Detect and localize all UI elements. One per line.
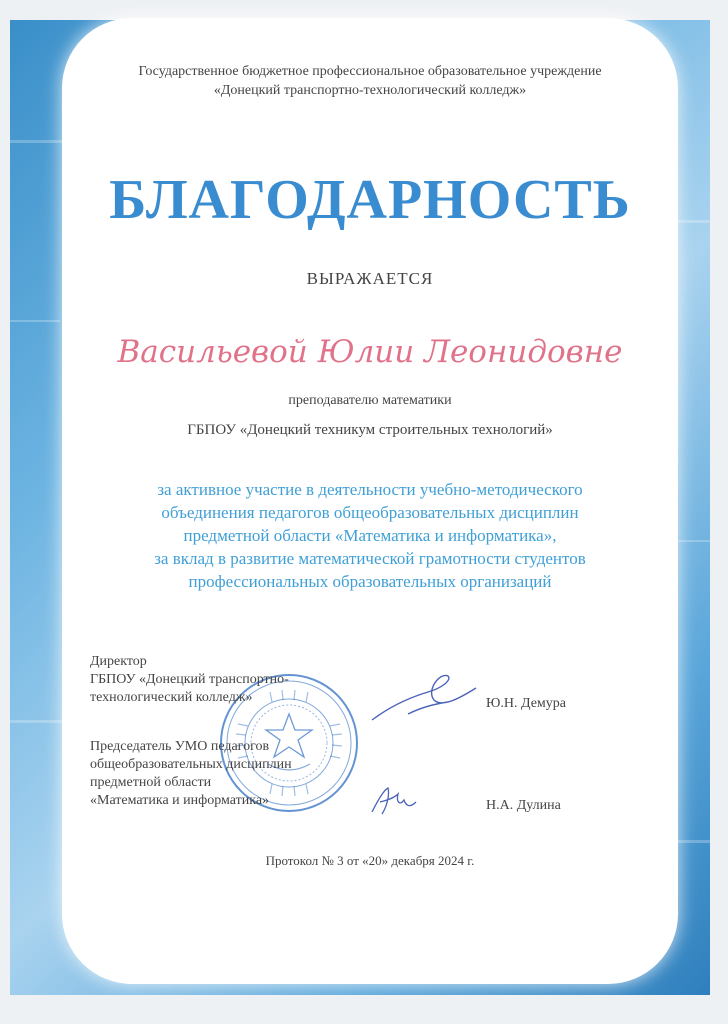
institution-line-1: Государственное бюджетное профессиональное образовательное учреждение [138,64,602,79]
recipient-position: преподавателю математики [288,393,452,408]
expresses-label: ВЫРАЖАЕТСЯ [306,269,434,288]
chair-line: общеобразовательных дисциплин [90,757,292,772]
reason-line: за активное участие в деятельности учебно-методического [157,480,583,499]
award-reason [62,478,678,593]
institution-header [62,62,678,100]
chair-signature [370,782,418,820]
chair-line: Председатель УМО педагогов [90,739,270,754]
recipient-name: Васильевой Юлии Леонидовне [117,334,623,370]
director-line: Директор [90,654,147,669]
reason-line: предметной области «Математика и информатика», [183,526,557,545]
chair-line: «Математика и информатика» [90,793,270,808]
institution-line-2: «Донецкий транспортно-технологический колледж» [213,83,527,98]
reason-line: объединения педагогов общеобразовательных дисциплин [161,503,579,522]
recipient-organization: ГБПОУ «Донецкий техникум строительных технологий» [187,422,553,438]
certificate-title: БЛАГОДАРНОСТЬ [109,169,631,231]
director-signature [368,668,480,728]
director-block [90,653,289,707]
chair-name: Н.А. Дулина [486,798,561,813]
protocol-line: Протокол № 3 от «20» декабря 2024 г. [265,853,475,868]
chair-line: предметной области [90,775,212,790]
director-line: технологический колледж» [90,690,253,705]
director-name: Ю.Н. Демура [486,696,567,711]
reason-line: профессиональных образовательных организаций [188,572,552,591]
reason-line: за вклад в развитие математической грамотности студентов [154,549,586,568]
chair-block [90,738,292,810]
director-line: ГБПОУ «Донецкий транспортно- [90,672,289,687]
